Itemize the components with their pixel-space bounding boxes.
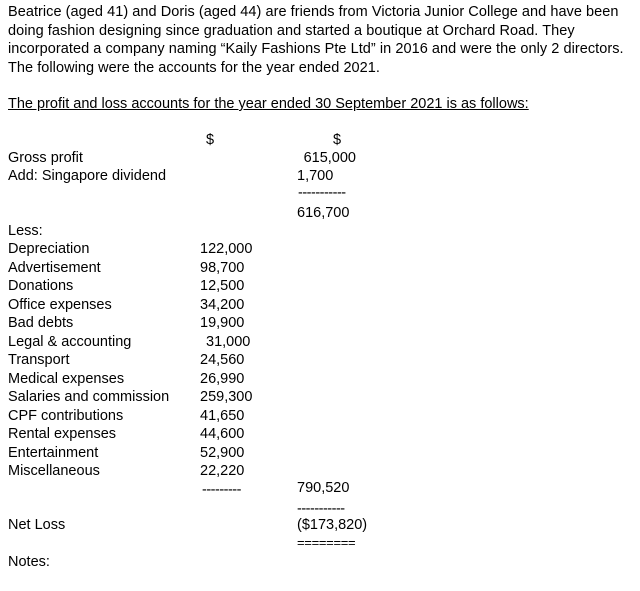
expense-amount-medical-expenses: 26,990 <box>200 371 245 387</box>
expense-amount-donations: 12,500 <box>200 278 245 294</box>
expense-label-depreciation: Depreciation <box>8 241 90 257</box>
expense-amount-rental-expenses: 44,600 <box>200 426 245 442</box>
expense-label-transport: Transport <box>8 352 70 368</box>
expense-amount-miscellaneous: 22,220 <box>200 463 245 479</box>
expense-amount-salaries-and-commission: 259,300 <box>200 389 253 405</box>
less-label: Less: <box>8 223 43 239</box>
income-label-dividend: Add: Singapore dividend <box>8 168 167 184</box>
expense-label-advertisement: Advertisement <box>8 260 101 276</box>
net-loss-label: Net Loss <box>8 517 66 533</box>
expense-label-medical-expenses: Medical expenses <box>8 371 125 387</box>
expense-label-salaries-and-commission: Salaries and commission <box>8 389 170 405</box>
income-rule: ----------- <box>298 185 346 201</box>
expense-amount-cpf-contributions: 41,650 <box>200 408 245 424</box>
expense-amount-depreciation: 122,000 <box>200 241 253 257</box>
expense-label-office-expenses: Office expenses <box>8 297 112 313</box>
net-rule: ----------- <box>297 501 345 517</box>
expense-label-miscellaneous: Miscellaneous <box>8 463 100 479</box>
intro-paragraph: Beatrice (aged 41) and Doris (aged 44) are friends from Victoria Junior College and have been doing fashion designing since graduation and started a boutique at Orchard Road. They incorporated a company naming “Kaily Fashions Pte Ltd” in 2016 and were the only 2 directors. The following were the accounts for the year ended 2021. <box>8 4 624 76</box>
expense-label-legal-accounting: Legal & accounting <box>8 334 132 350</box>
expense-amount-office-expenses: 34,200 <box>200 297 245 313</box>
expense-amount-legal-accounting: 31,000 <box>206 334 251 350</box>
net-loss-amount: ($173,820) <box>297 517 368 533</box>
income-amount-gross-profit: 615,000 <box>303 150 356 166</box>
expense-label-donations: Donations <box>8 278 74 294</box>
expense-label-cpf-contributions: CPF contributions <box>8 408 124 424</box>
column-header-1: $ <box>206 132 215 148</box>
expense-label-rental-expenses: Rental expenses <box>8 426 117 442</box>
income-label-gross-profit: Gross profit <box>8 150 83 166</box>
expense-label-entertainment: Entertainment <box>8 445 99 461</box>
expense-amount-entertainment: 52,900 <box>200 445 245 461</box>
expense-total: 790,520 <box>297 480 350 496</box>
expense-amount-transport: 24,560 <box>200 352 245 368</box>
statement-heading: The profit and loss accounts for the year ended 30 September 2021 is as follows: <box>8 96 529 112</box>
income-total: 616,700 <box>297 205 350 221</box>
expense-label-bad-debts: Bad debts <box>8 315 74 331</box>
notes-label: Notes: <box>8 554 50 570</box>
income-amount-dividend: 1,700 <box>297 168 334 184</box>
expense-amount-bad-debts: 19,900 <box>200 315 245 331</box>
expense-rule: --------- <box>202 482 241 498</box>
column-header-2: $ <box>333 132 342 148</box>
expense-amount-advertisement: 98,700 <box>200 260 245 276</box>
net-double-rule: ======== <box>297 535 356 550</box>
